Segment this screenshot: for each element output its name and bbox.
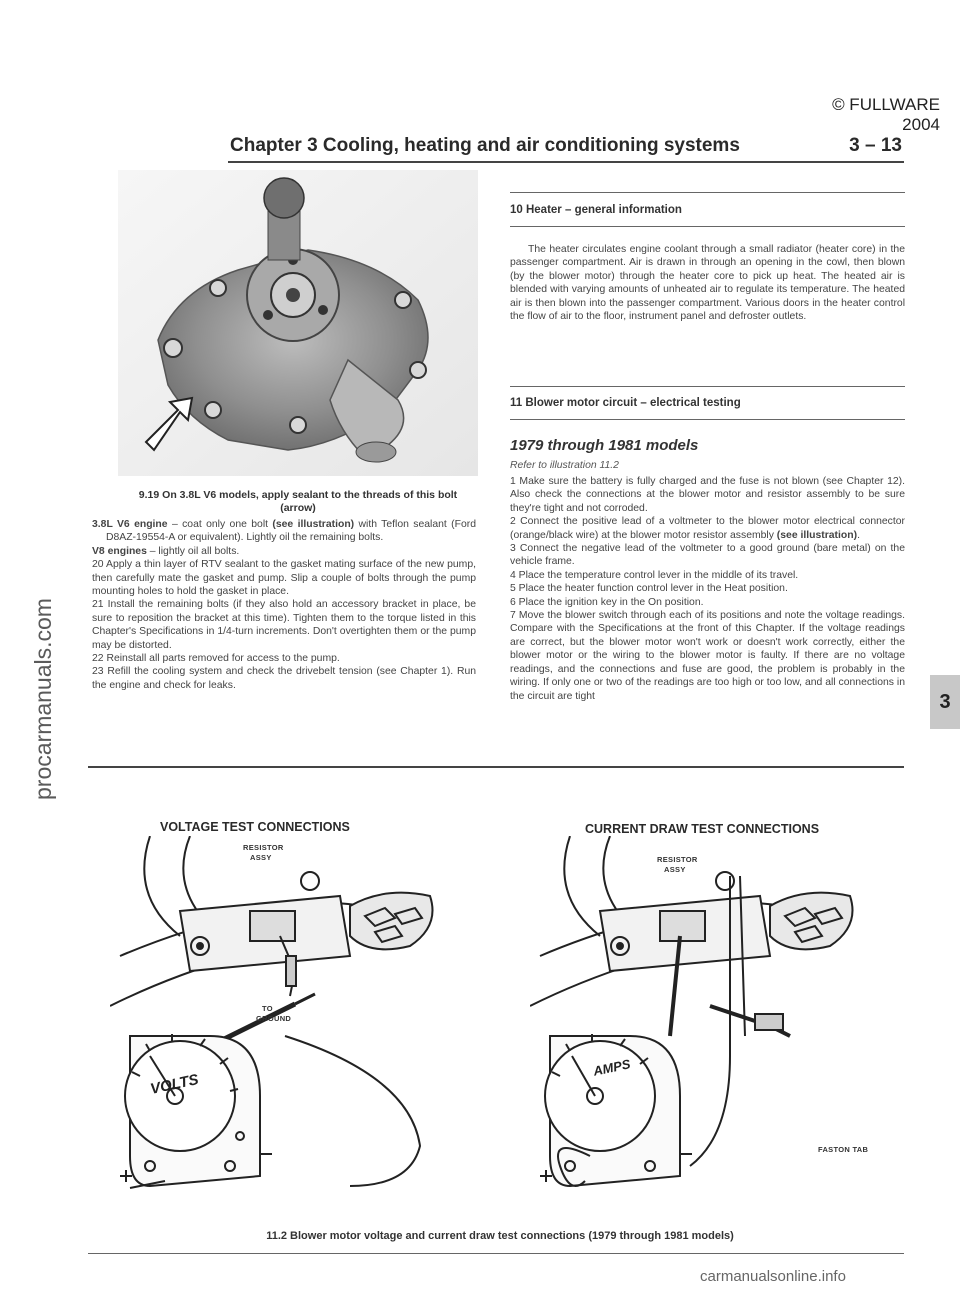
- sec11-rule-bottom: [510, 419, 905, 420]
- step-20: 20 Apply a thin layer of RTV sealant to the gasket mating surface of the new pump, then carefully mate the gasket and pump. Slip a couple of bolts through the pump mounting holes to hold the gasket in place.: [92, 559, 476, 598]
- side-watermark: procarmanuals.com: [30, 598, 56, 800]
- copyright-notice: © FULLWARE 2004: [832, 95, 940, 134]
- chapter-tab: 3: [930, 675, 960, 729]
- step-5: 5 Place the heater function control lever in the Heat position.: [510, 583, 788, 595]
- step-23: 23 Refill the cooling system and check the drivebelt tension (see Chapter 1). Run the engine and check for leaks.: [92, 666, 476, 691]
- figure-divider: [88, 766, 904, 768]
- step-1: 1 Make sure the battery is fully charged and the fuse is not blown (see Chapter 12). Also check the connections at the blower motor and resistor assembly to be sure they're tight and not corroded.: [510, 476, 905, 514]
- step-4: 4 Place the temperature control lever in the middle of its travel.: [510, 569, 799, 581]
- assy-label-right: ASSY: [664, 865, 686, 874]
- step-3: 3 Connect the negative lead of the voltmeter to a good ground (bare metal) on the vehicle frame.: [510, 543, 905, 568]
- amps-label: AMPS: [591, 1056, 632, 1079]
- faston-tab-label: FASTON TAB: [818, 1145, 869, 1154]
- volts-label: VOLTS: [148, 1071, 201, 1098]
- sec11-rule-top: [510, 386, 905, 387]
- step-7: 7 Move the blower switch through each of its positions and note the voltage readings. Compare with the Specifications at the front of this Chapter. If the voltage readings are correct, but the blower motor won't work or doesn't work correctly, either the blower motor or the wiring to the blower motor is faulty. If there are no voltage readings, and the connections and fuse are good, the problem is probably in the wiring. If only one or two of the readings are too high or too low, and all connections in the circuit are tight: [510, 610, 905, 702]
- resistor-label-right: RESISTOR: [657, 855, 698, 864]
- subhead-models: 1979 through 1981 models: [510, 437, 699, 454]
- figure-caption: 11.2 Blower motor voltage and current draw test connections (1979 through 1981 models): [266, 1230, 734, 1242]
- sec10-rule-bottom: [510, 226, 905, 227]
- current-draw-title: CURRENT DRAW TEST CONNECTIONS: [585, 822, 820, 836]
- sec11-body: [510, 475, 905, 703]
- sec10-rule-top: [510, 192, 905, 193]
- photo-caption: 9.19 On 3.8L V6 models, apply sealant to the threads of this bolt (arrow): [138, 489, 458, 514]
- sec11-title: 11 Blower motor circuit – electrical testing: [510, 397, 741, 409]
- header-rule: [228, 161, 904, 163]
- chapter-title: Chapter 3 Cooling, heating and air conditioning systems: [230, 135, 740, 156]
- refer-note: Refer to illustration 11.2: [510, 460, 619, 471]
- assy-label-left: ASSY: [250, 853, 272, 862]
- sec10-title: 10 Heater – general information: [510, 204, 682, 216]
- v8-engine-paragraph: V8 engines – lightly oil all bolts.: [92, 545, 240, 557]
- v6-engine-paragraph: 3.8L V6 engine – coat only one bolt (see illustration) with Teflon sealant (Ford D8AZ-19554-A or equivalent). Lightly oil the remaining bolts.: [92, 519, 476, 544]
- step-22: 22 Reinstall all parts removed for access to the pump.: [92, 653, 340, 665]
- footer-rule: [88, 1253, 904, 1254]
- left-body-text: [92, 518, 476, 692]
- resistor-label-left: RESISTOR: [243, 843, 284, 852]
- ground-label: GROUND: [256, 1014, 292, 1023]
- step-21: 21 Install the remaining bolts (if they also hold an accessory bracket in place, be sure to reposition the bracket at this time). Tighten them to the torque listed in this Chapter's Specifications in 1/4-turn increments. Don't overtighten them or the pump may be distorted.: [92, 599, 476, 651]
- footer-watermark: carmanualsonline.info: [700, 1268, 846, 1285]
- step-6: 6 Place the ignition key in the On position.: [510, 596, 704, 608]
- to-label: TO: [262, 1004, 273, 1013]
- sec10-body: The heater circulates engine coolant through a small radiator (heater core) in the passenger compartment. Air is drawn in through an opening in the cowl, then blown (by the blower motor) through the heater core to pick up heat. The heated air is blended with varying amounts of unheated air to regulate its temperature. The heated air is then blown into the passenger compartment. Various doors in the heater control the flow of air to the floor, instrument panel and defroster outlets.: [510, 244, 905, 323]
- water-pump-photo: [118, 170, 478, 476]
- current-draw-diagram: [530, 836, 900, 1196]
- voltage-test-title: VOLTAGE TEST CONNECTIONS: [160, 820, 350, 834]
- page-number: 3 – 13: [849, 135, 902, 156]
- side-watermark-wrap: [26, 500, 60, 800]
- step-2: 2 Connect the positive lead of a voltmeter to the blower motor electrical connector (orange/black wire) at the blower motor resistor assembly (see illustration).: [510, 516, 905, 541]
